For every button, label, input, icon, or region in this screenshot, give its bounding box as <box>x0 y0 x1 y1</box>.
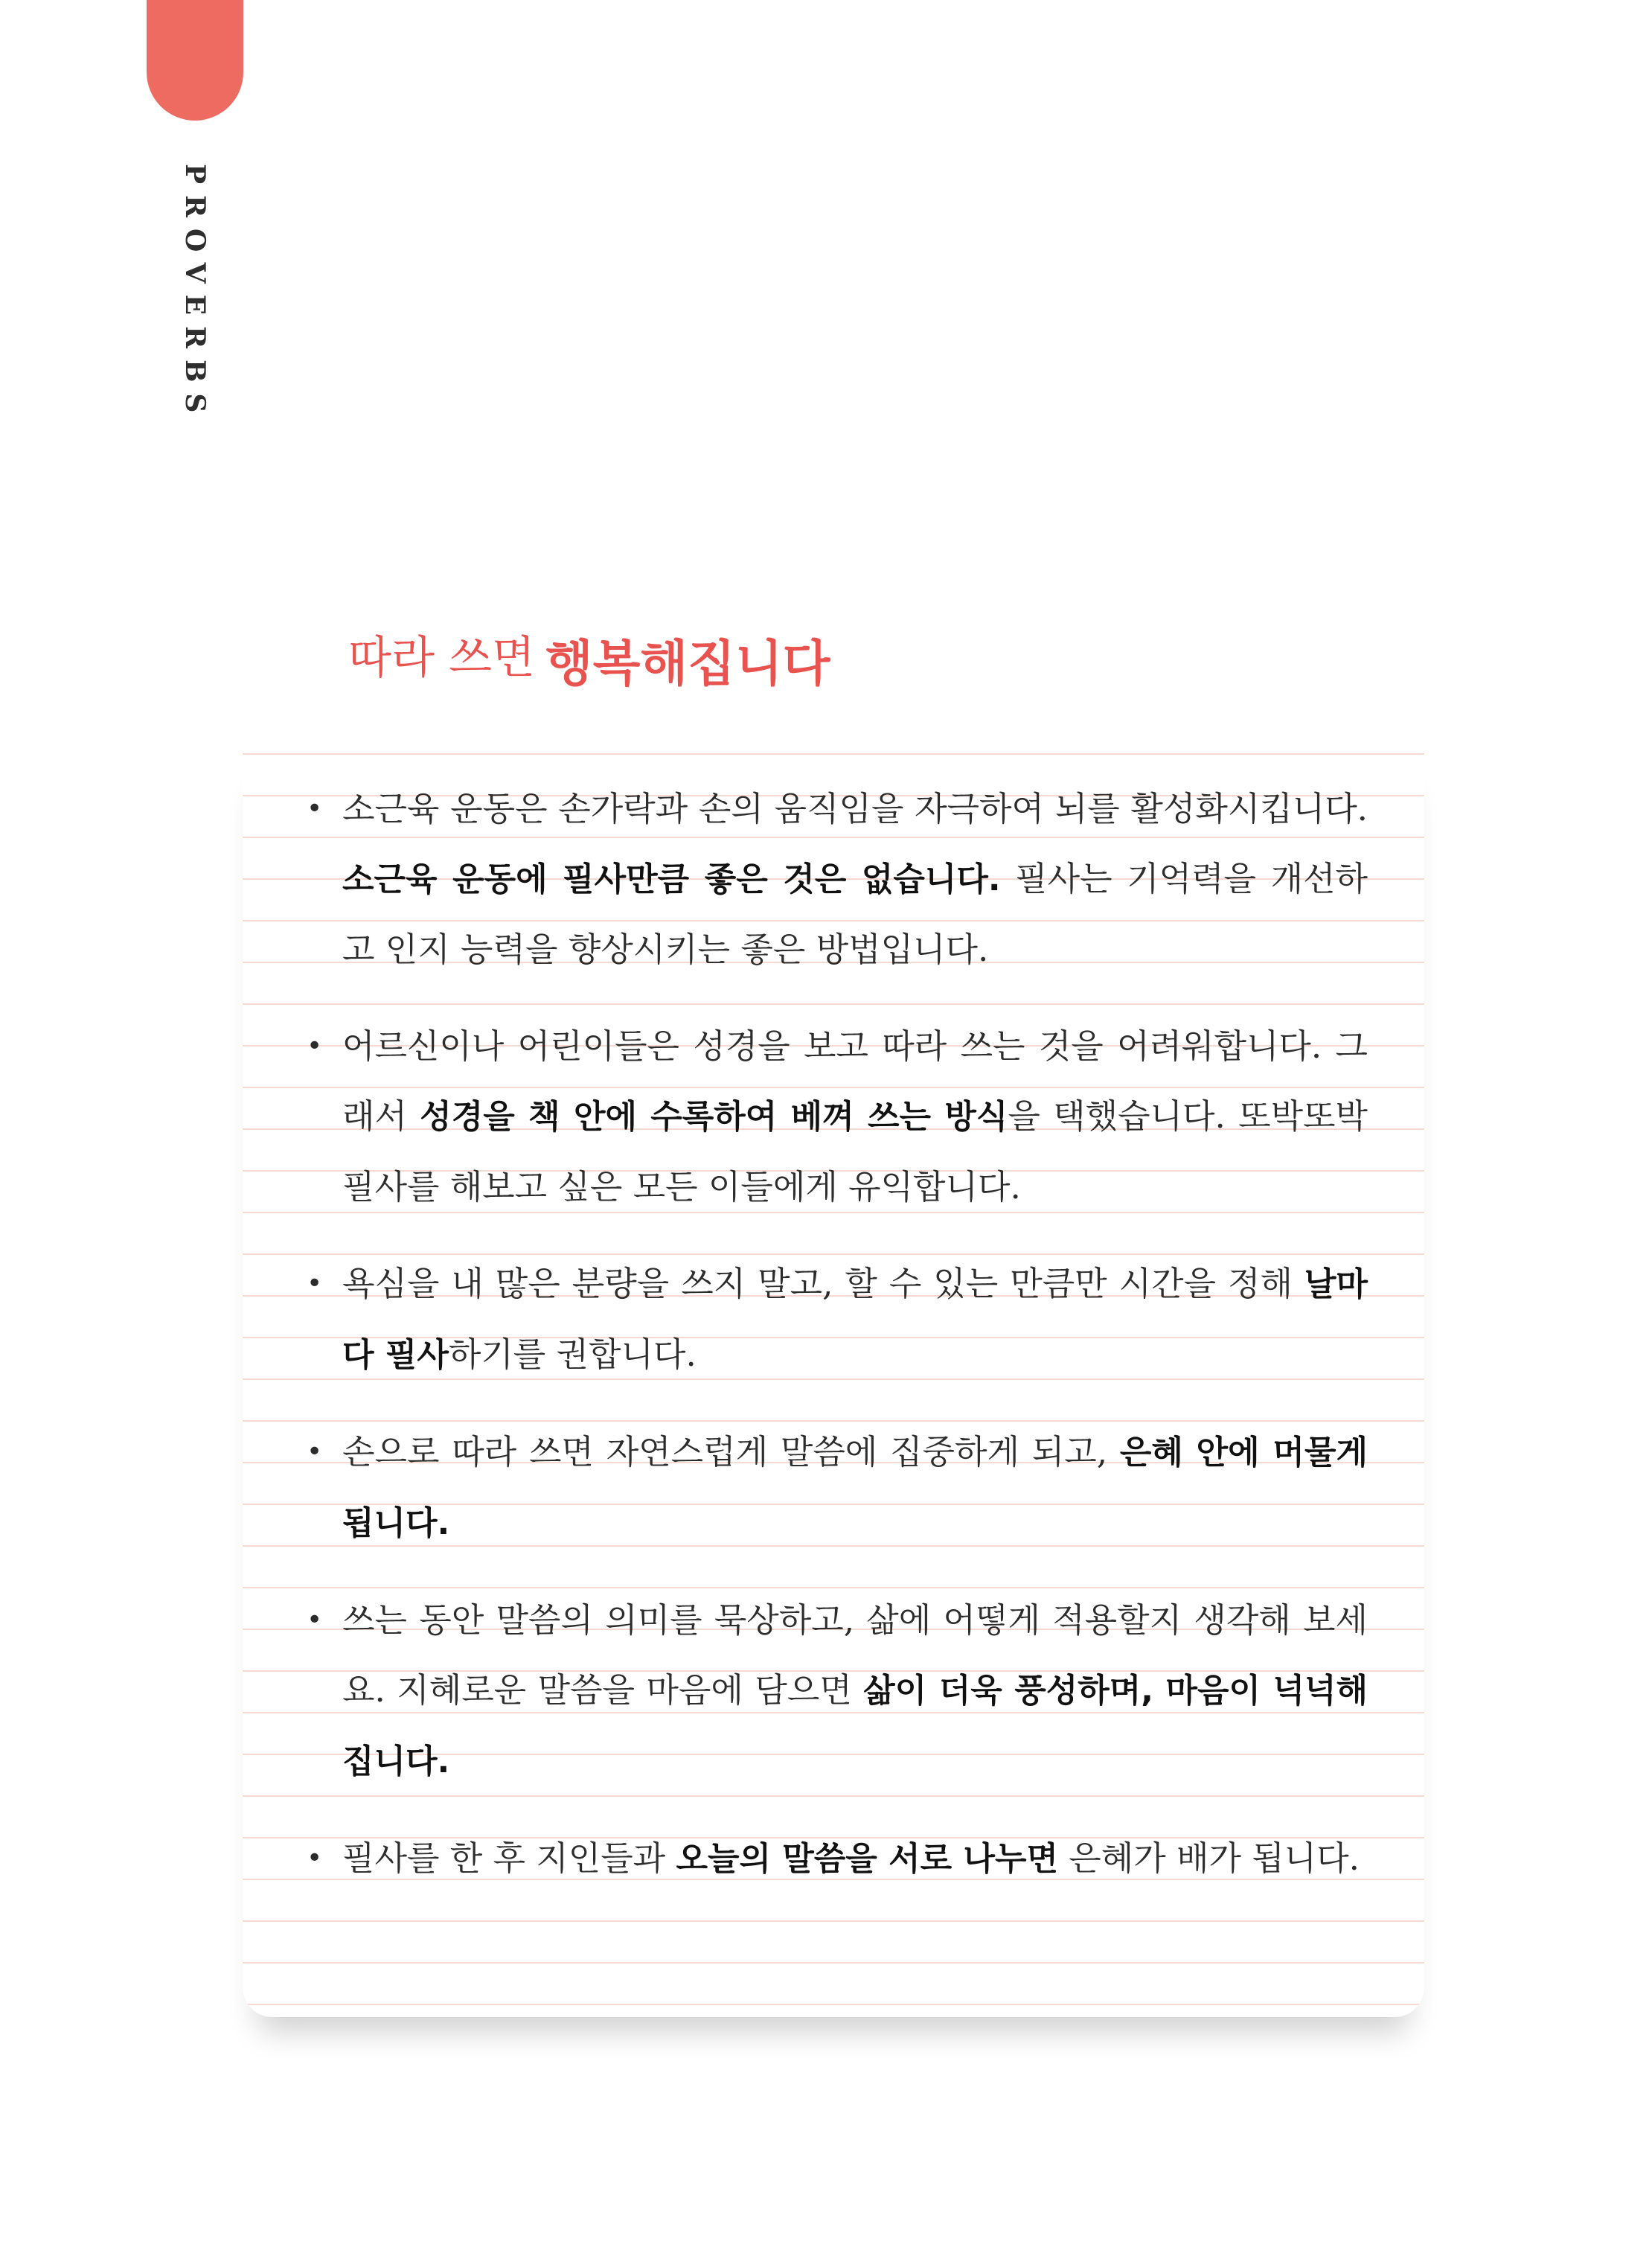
page-title-part1: 따라 쓰면 <box>348 632 535 684</box>
bullet-icon: • <box>307 1843 323 1873</box>
bullet-icon: • <box>307 793 323 824</box>
item-text: 소근육 운동은 손가락과 손의 움직임을 자극하여 뇌를 활성화시킵니다. <box>342 789 1368 828</box>
item-text: 어르신이나 어린이들은 성경을 보고 따라 쓰는 것을 어려워합니다. 그래서 <box>342 1026 1368 1136</box>
list-item <box>296 1417 1368 1559</box>
item-emphasis: 삶이 더욱 풍성하며, 마음이 넉넉해집니다. <box>342 1672 1368 1780</box>
item-emphasis: 은혜 안에 머물게 됩니다. <box>342 1434 1368 1542</box>
list-item <box>296 1249 1368 1390</box>
list-item <box>296 1012 1368 1222</box>
page-title <box>348 624 830 694</box>
item-emphasis: 소근육 운동에 필사만큼 좋은 것은 없습니다. <box>342 860 1001 898</box>
item-text: 은혜가 배가 됩니다. <box>1057 1838 1360 1878</box>
item-text: 을 택했습니다. 또박또박 필사를 해보고 싶은 모든 이들에게 유익합니다. <box>342 1096 1368 1207</box>
item-text: 필사는 기억력을 개선하고 인지 능력을 향상시키는 좋은 방법입니다. <box>342 859 1368 969</box>
item-emphasis: 날마다 필사 <box>342 1265 1368 1374</box>
list-item <box>296 1585 1368 1797</box>
bullet-icon: • <box>307 1031 323 1061</box>
bullet-icon: • <box>307 1268 323 1299</box>
side-section-label <box>173 164 217 424</box>
item-text: 하기를 권합니다. <box>448 1335 697 1374</box>
side-tab-marker <box>147 0 243 121</box>
item-text: 쓰는 동안 말씀의 의미를 묵상하고, 삶에 어떻게 적용할지 생각해 보세요. 지혜로운 말씀을 마음에 담으면 <box>342 1600 1368 1710</box>
bullet-icon: • <box>307 1437 323 1467</box>
page-title-part2: 행복해집니다 <box>545 635 830 692</box>
item-emphasis: 오늘의 말씀을 서로 나누면 <box>676 1840 1058 1878</box>
bullet-icon: • <box>307 1605 323 1635</box>
list-item <box>296 774 1368 985</box>
list-item <box>296 1824 1368 1894</box>
item-text: 손으로 따라 쓰면 자연스럽게 말씀에 집중하게 되고, <box>342 1432 1120 1472</box>
item-emphasis: 성경을 책 안에 수록하여 베껴 쓰는 방식 <box>420 1098 1008 1136</box>
item-text: 필사를 한 후 지인들과 <box>342 1838 676 1878</box>
item-text: 욕심을 내 많은 분량을 쓰지 말고, 할 수 있는 만큼만 시간을 정해 <box>342 1264 1304 1303</box>
guide-list <box>296 774 1368 1921</box>
side-section-label-text: PROVERBS <box>179 164 211 424</box>
